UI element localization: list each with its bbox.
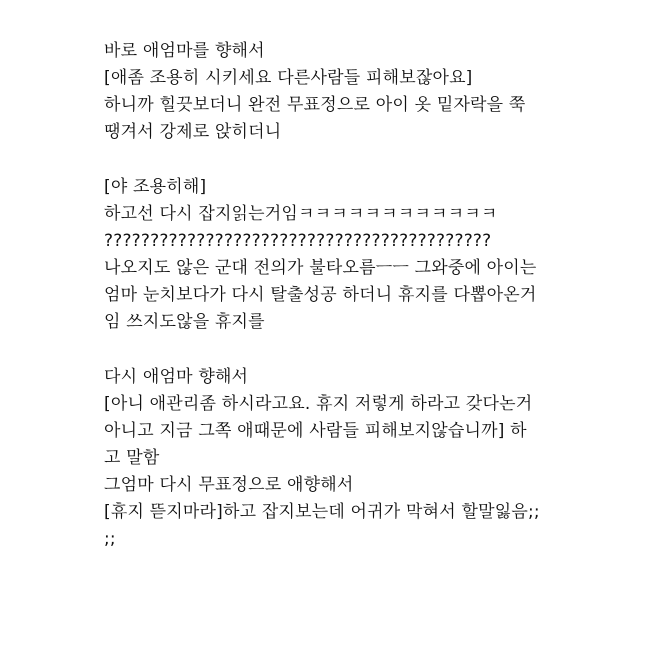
text-line: 엄마 눈치보다가 다시 탈출성공 하더니 휴지를 다뽑아온거 — [104, 285, 537, 305]
document-body — [104, 38, 574, 553]
text-line: 바로 애엄마를 향해서 — [104, 41, 265, 61]
text-line: [애좀 조용히 시키세요 다른사람들 피해보잖아요] — [104, 68, 473, 88]
paragraph-gap — [104, 336, 574, 364]
paragraph-gap — [104, 146, 574, 174]
text-line: [휴지 뜯지마라]하고 잡지보는데 어귀가 막혀서 할말잃음;; — [104, 502, 540, 522]
text-line: 임 쓰지도않을 휴지를 — [104, 312, 265, 332]
text-line: 그엄마 다시 무표정으로 애향해서 — [104, 475, 354, 495]
text-line: 하니까 힐끗보더니 완전 무표정으로 아이 옷 밑자락을 쭉 — [104, 95, 526, 115]
text-line: ;; — [104, 529, 116, 549]
text-line: ?????????????????????????????????????????? — [104, 231, 492, 251]
text-line: 나오지도 않은 군대 전의가 불타오름ㅡㅡ 그와중에 아이는 — [104, 258, 537, 278]
paragraph-3 — [104, 364, 574, 553]
text-line: 땡겨서 강제로 앉히더니 — [104, 122, 282, 142]
paragraph-1 — [104, 38, 574, 146]
text-line: 아니고 지금 그쪽 애때문에 사람들 피해보지않습니까] 하 — [104, 421, 527, 441]
text-line: 다시 애엄마 향해서 — [104, 367, 249, 387]
text-line: 하고선 다시 잡지읽는거임ㅋㅋㅋㅋㅋㅋㅋㅋㅋㅋㅋㅋ — [104, 204, 498, 224]
text-line: [야 조용히해] — [104, 177, 207, 197]
paragraph-2 — [104, 174, 574, 336]
text-line: [아니 애관리좀 하시라고요. 휴지 저렇게 하라고 갖다논거 — [104, 394, 533, 414]
text-line: 고 말함 — [104, 448, 160, 468]
